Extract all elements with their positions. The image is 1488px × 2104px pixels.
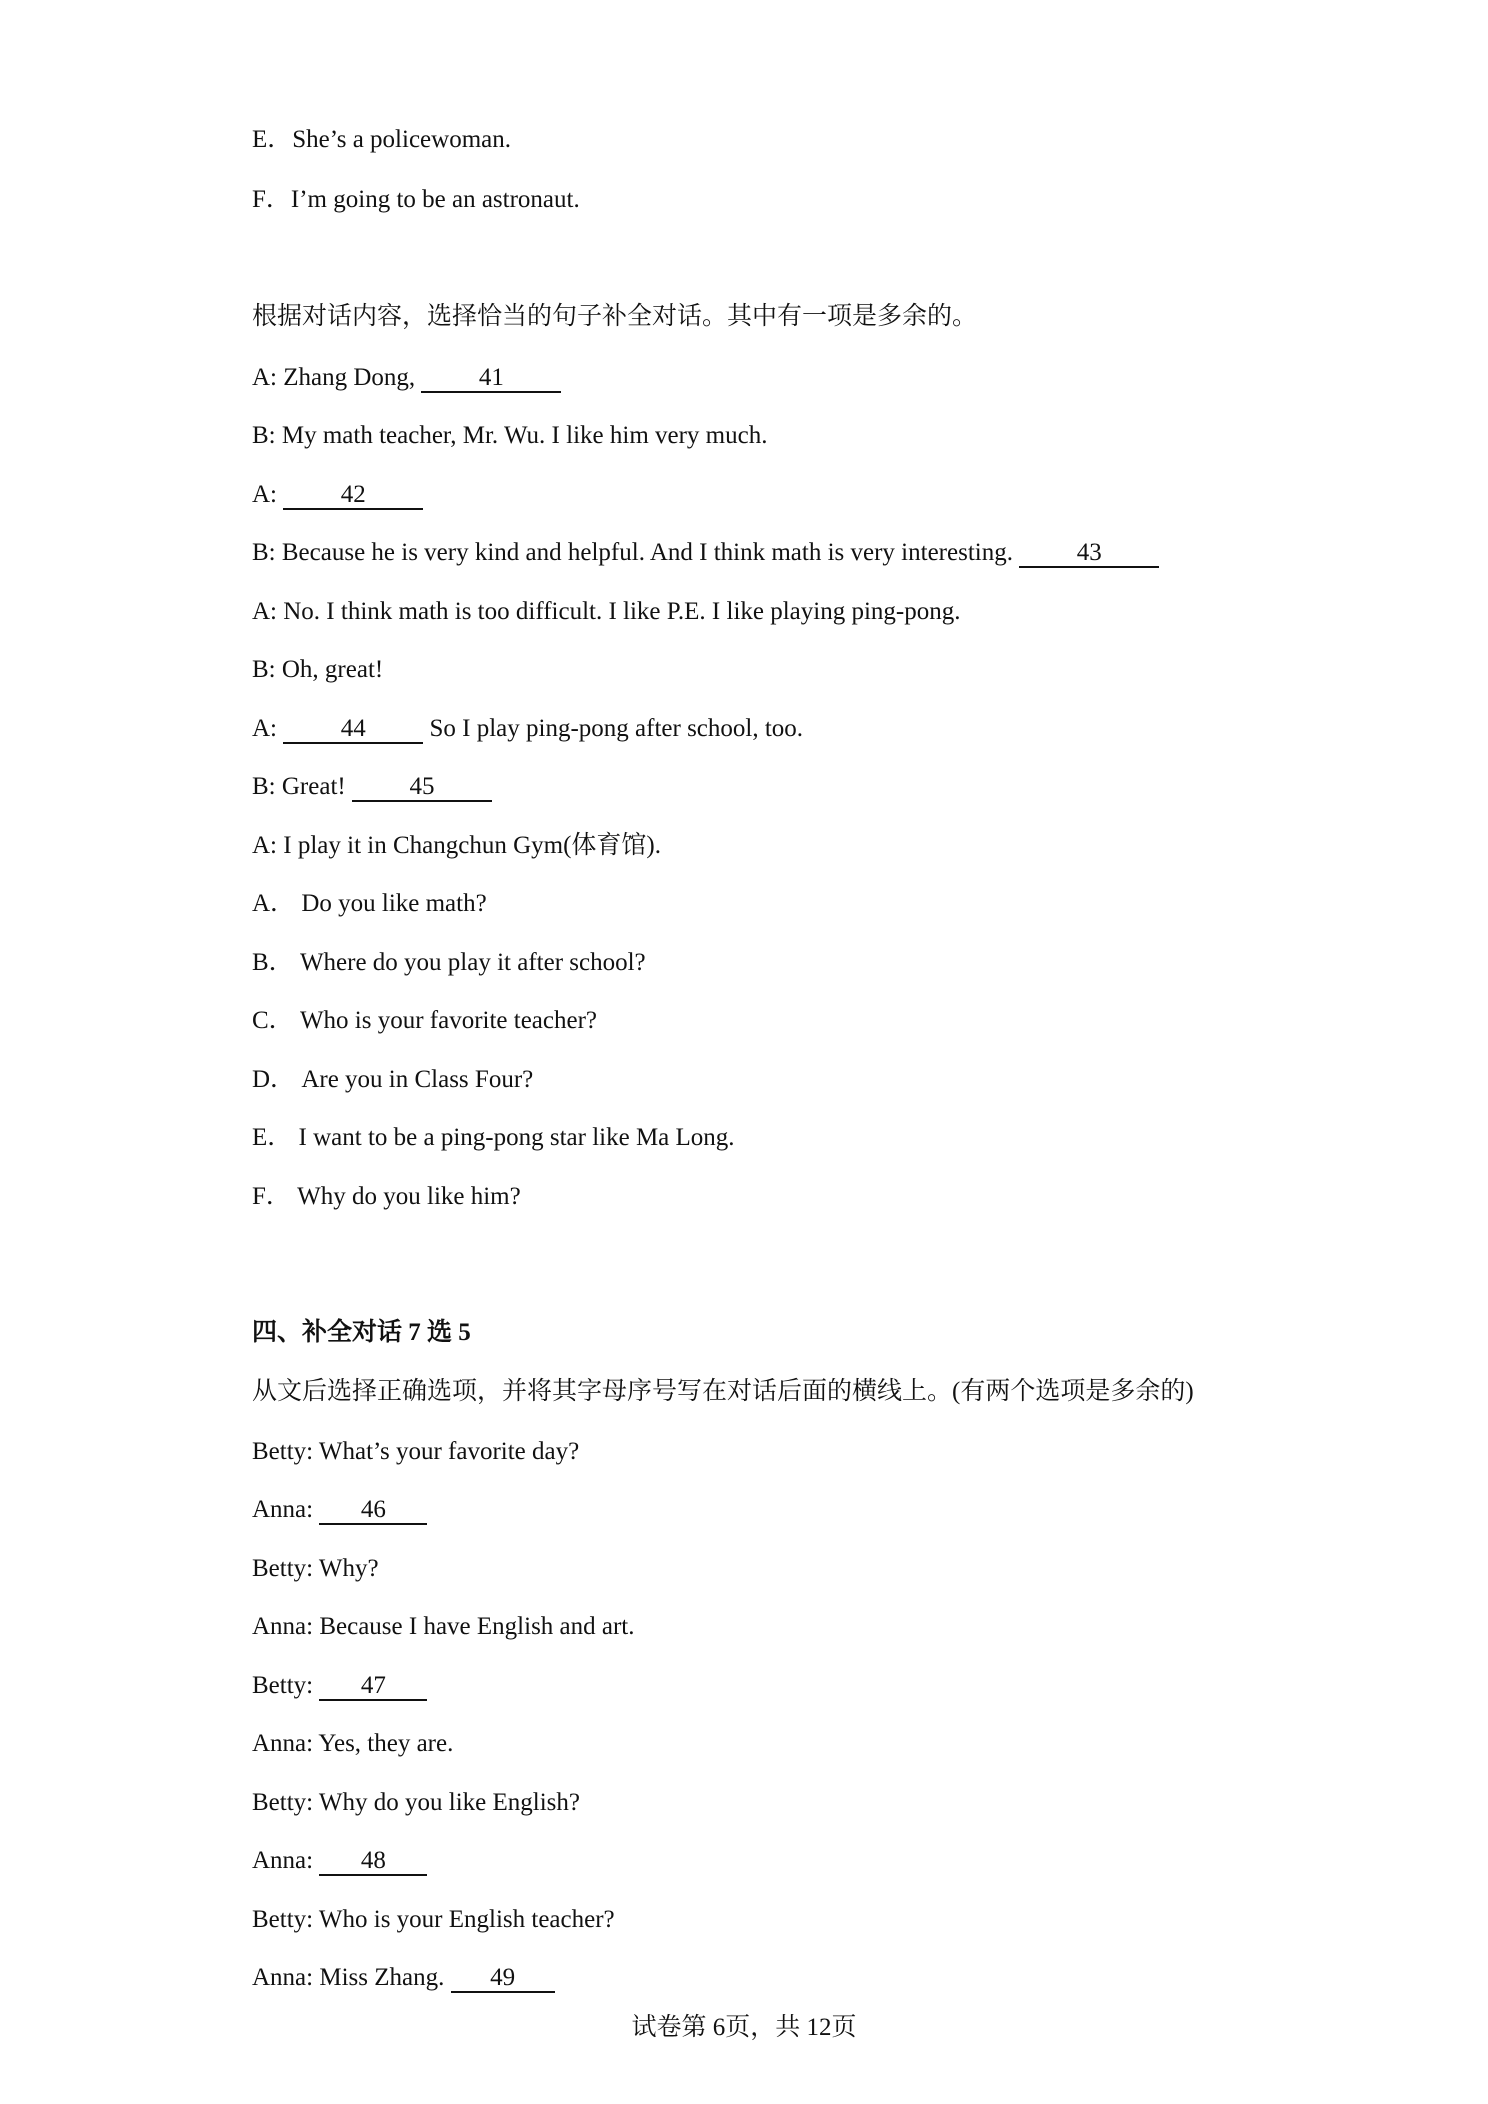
dialogue-text: Anna: Miss Zhang.: [252, 1964, 451, 1991]
dialogue-line: [252, 1904, 615, 1936]
dialogue-text: Betty:: [252, 1672, 320, 1699]
dialogue-line: [252, 596, 961, 628]
option-label: A．: [252, 890, 296, 917]
option-b: [252, 947, 646, 979]
dialogue-text: Anna: Yes, they are.: [252, 1730, 454, 1757]
dialogue-line: [252, 1728, 453, 1760]
dialogue-text: Anna: Because I have English and art.: [252, 1613, 635, 1640]
dialogue-line: [252, 713, 803, 745]
option-label: F．: [252, 186, 291, 213]
dialogue-text: Betty: Why do you like English?: [252, 1789, 580, 1816]
answer-blank-41[interactable]: 41: [421, 365, 561, 393]
option-text: Why do you like him?: [297, 1183, 521, 1210]
option-e: [252, 1122, 735, 1154]
option-label: D．: [252, 1066, 296, 1093]
option-label: E．: [252, 126, 293, 153]
answer-blank-45[interactable]: 45: [352, 774, 492, 802]
dialogue-line: [252, 362, 561, 394]
section-heading: 四、补全对话 7 选 5: [252, 1319, 471, 1346]
dialogue-line: [252, 1670, 427, 1702]
dialogue-text: Betty: Why?: [252, 1555, 379, 1582]
dialogue-text: A:: [252, 715, 284, 742]
dialogue-line: [252, 420, 767, 452]
option-label: E．: [252, 1124, 293, 1151]
option-text: Where do you play it after school?: [299, 949, 646, 976]
answer-blank-49[interactable]: 49: [451, 1965, 555, 1993]
answer-blank-48[interactable]: 48: [319, 1848, 427, 1876]
option-text: I want to be a ping-pong star like Ma Long.: [298, 1124, 735, 1151]
dialogue-line: [252, 1553, 379, 1585]
dialogue-text: A: Zhang Dong,: [252, 364, 422, 391]
dialogue-text: A: No. I think math is too difficult. I like P.E. I like playing ping-pong.: [252, 598, 961, 625]
dialogue-line: [252, 537, 1159, 569]
dialogue-text: Anna:: [252, 1847, 320, 1874]
answer-blank-42[interactable]: 42: [283, 482, 423, 510]
option-e-prev: [252, 124, 511, 156]
dialogue-text: Anna:: [252, 1496, 320, 1523]
option-text: I’m going to be an astronaut.: [290, 186, 580, 213]
option-f: [252, 1181, 521, 1213]
dialogue-line: [252, 1494, 427, 1526]
dialogue-line: [252, 654, 383, 686]
instruction: 从文后选择正确选项，并将其字母序号写在对话后面的横线上。(有两个选项是多余的): [252, 1378, 1194, 1405]
option-label: F．: [252, 1183, 291, 1210]
dialogue-line: [252, 1962, 555, 1994]
instruction: 根据对话内容，选择恰当的句子补全对话。其中有一项是多余的。: [252, 303, 978, 330]
option-text: Are you in Class Four?: [301, 1066, 534, 1093]
option-f-prev: [252, 184, 580, 216]
dialogue-text: B: My math teacher, Mr. Wu. I like him very much.: [252, 422, 768, 449]
dialogue-line: [252, 1611, 635, 1643]
dialogue-text: B: Because he is very kind and helpful. And I think math is very interesting.: [252, 539, 1020, 566]
option-text: Do you like math?: [301, 890, 487, 917]
answer-blank-46[interactable]: 46: [319, 1497, 427, 1525]
answer-blank-43[interactable]: 43: [1019, 540, 1159, 568]
option-d: [252, 1064, 533, 1096]
option-text: She’s a policewoman.: [292, 126, 511, 153]
page-footer: 试卷第 6页，共 12页: [631, 2014, 857, 2041]
dialogue-line: [252, 1787, 580, 1819]
dialogue-text: B: Oh, great!: [252, 656, 384, 683]
option-label: B．: [252, 949, 294, 976]
dialogue-text: So I play ping-pong after school, too.: [423, 715, 804, 742]
option-c: [252, 1005, 597, 1037]
dialogue-line: [252, 479, 423, 511]
dialogue-text: A: I play it in Changchun Gym(体育馆).: [252, 832, 661, 859]
dialogue-line: [252, 1845, 427, 1877]
answer-blank-47[interactable]: 47: [319, 1673, 427, 1701]
dialogue-text: Betty: What’s your favorite day?: [252, 1438, 580, 1465]
option-a: [252, 888, 487, 920]
option-label: C．: [252, 1007, 294, 1034]
dialogue-line: [252, 771, 492, 803]
dialogue-text: A:: [252, 481, 284, 508]
option-text: Who is your favorite teacher?: [299, 1007, 598, 1034]
dialogue-text: B: Great!: [252, 773, 352, 800]
dialogue-line: [252, 1436, 579, 1468]
dialogue-line: [252, 830, 661, 862]
answer-blank-44[interactable]: 44: [283, 716, 423, 744]
dialogue-text: Betty: Who is your English teacher?: [252, 1906, 615, 1933]
